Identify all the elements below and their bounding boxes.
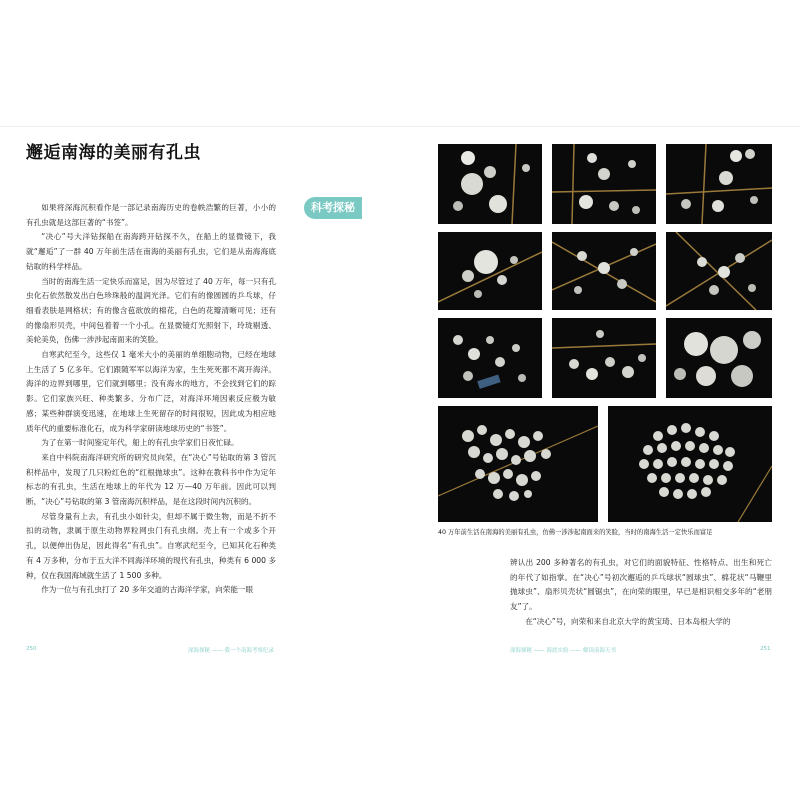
foraminifera-photo-grid — [438, 144, 772, 522]
top-rule — [0, 126, 800, 127]
paragraph: “决心”号大洋钻探船在南海跨开钻探不久，在船上的显微镜下，我就“邂逅”了一群 40 万年前生活在南海的美丽有孔虫，它们是从南海海底钻取的科学样品。 — [26, 232, 276, 271]
foraminifera-photo — [438, 232, 542, 310]
foraminifera-photo — [438, 406, 598, 522]
paragraph: 尽管身量有上去，有孔虫小如针尖，但却不属于微生物，而是不折不扣的动物，隶属于原生动物界粒网虫门有孔虫纲。壳上有一个或多个开孔，以便伸出伪足，因此得名“有孔虫”。自寒武纪至今，已知其化石种类有 4 万多种，分布于五大洋不同海洋环境的现代有孔虫，种类有 6 000 多种，仅在我国海域就生活了 1 500 多种。 — [26, 511, 276, 580]
foraminifera-photo — [666, 232, 772, 310]
paragraph: 如果将深海沉积看作是一部记录南海历史的卷帙浩繁的巨著，小小的有孔虫就是这部巨著的“书签”。 — [26, 203, 276, 227]
foraminifera-photo — [552, 144, 656, 224]
section-tag: 科考探秘 — [304, 197, 362, 219]
right-page-number: 251 — [760, 646, 771, 652]
foraminifera-photo — [438, 318, 542, 398]
paragraph: 作为一位与有孔虫打了 20 多年交道的古海洋学家，向荣能一眼 — [41, 585, 254, 595]
paragraph: 为了在第一时间鉴定年代，船上的有孔虫学家们日夜忙碌。 — [41, 438, 239, 448]
left-page-number: 250 — [26, 646, 37, 652]
photo-caption: 40 万年前生活在南海的美丽有孔虫，仿佛一涉涉起南面来的笑脸，当时的南海生活一定快乐而富足 — [438, 529, 713, 536]
paragraph: 自寒武纪至今，这些仅 1 毫米大小的美丽的单细胞动物，已经在地球上生活了 5 亿多年。它们跟随军军以海洋为家，生生死死都不离开海洋。海洋的边界到哪里，它们就到哪里；没有海水的地方，不会找到它们的踪影。它们家族兴旺、种类繁多、分布广泛，对海洋环境因素反应极为敏感；某些种群演变迅速，在地球上生死留存的时间很短，因此成为相应地质年代的重要标准化石，成为科学家研读地球历史的“书签”。 — [26, 350, 276, 433]
foraminifera-photo — [438, 144, 542, 224]
left-running-footer: 深海探秘 —— 我一个南海考察纪录 — [188, 648, 274, 654]
left-text-column — [26, 201, 276, 598]
page-title: 邂逅南海的美丽有孔虫 — [26, 143, 201, 163]
paragraph: 当时的南海生活一定快乐而富足，因为尽管过了 40 万年，每一只有孔虫化石依然散发出白色珍珠般的温润光泽。它们有的像圆圆的乒乓球，仔细看表肤是网格状；有的像含苞欲放的棉花，白色的花瓣清晰可见；还有的像扇形贝壳，中间包着着一个小孔。在显微镜灯光照射下，玲珑剔透、美轮美奂，伤佛一涉涉起南面来的笑脸。 — [26, 276, 276, 345]
paragraph: 辨认出 200 多种著名的有孔虫，对它们的面貌特征、性格特点、出生和死亡的年代了如指掌。在“决心”号初次邂逅的乒乓球状“圆球虫”、棉花状“马鞭里抛球虫”、扇形贝壳状“圆锯虫”，在向荣的眼里，早已是相识相交多年的“老朋友”了。 — [510, 558, 772, 612]
foraminifera-photo — [666, 144, 772, 224]
paragraph: 来自中科院南海洋研究所的研究员向荣，在“决心”号钻取的第 3 管沉积样品中，发现了几只粉红色的“红根抛球虫”。这种在教科书中作为定年标志的有孔虫，生活在地球上的年代为 12 万—40 万年前。因此可以判断，“决心”号钻取的第 3 管南海沉积样品，是在这段时间内沉积的。 — [26, 452, 276, 507]
foraminifera-photo — [552, 232, 656, 310]
right-running-footer: 深海探秘 —— 海底实验 —— 解读南海天书 — [510, 648, 616, 654]
right-text-column — [510, 556, 772, 630]
foraminifera-photo — [552, 318, 656, 398]
foraminifera-photo — [666, 318, 772, 398]
foraminifera-photo — [608, 406, 772, 522]
paragraph: 在“决心”号，向荣和来自北京大学的黄宝琦、日本岛根大学的 — [525, 616, 731, 626]
